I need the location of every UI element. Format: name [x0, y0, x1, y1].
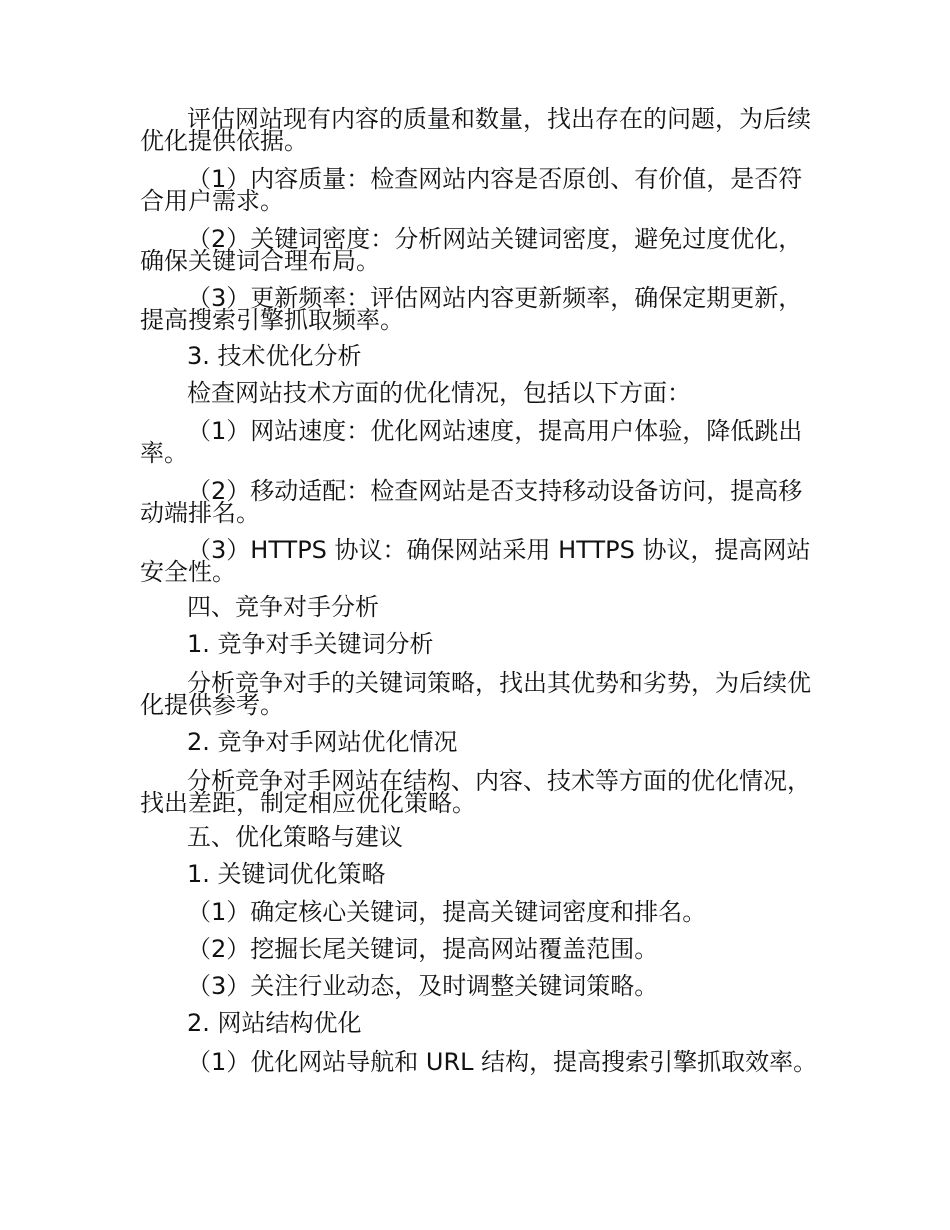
section-heading-keyword-strategy: 1. 关键词优化策略: [187, 860, 386, 888]
body-paragraph-competitor-sites: 分析竞争对手网站在结构、内容、技术等方面的优化情况，找出差距，制定相应优化策略。: [140, 767, 811, 817]
list-item-long-tail-keywords: （2）挖掘长尾关键词，提高网站覆盖范围。: [187, 935, 659, 963]
body-paragraph-competitor-keywords: 分析竞争对手的关键词策略，找出其优势和劣势，为后续优化提供参考。: [140, 669, 811, 719]
list-item-content-quality: （1）内容质量：检查网站内容是否原创、有价值，是否符合用户需求。: [140, 165, 803, 215]
list-item-site-speed: （1）网站速度：优化网站速度，提高用户体验，降低跳出率。: [140, 417, 803, 467]
body-paragraph-content-evaluation: 评估网站现有内容的质量和数量，找出存在的问题，为后续优化提供依据。: [140, 105, 811, 155]
list-item-update-frequency: （3）更新频率：评估网站内容更新频率，确保定期更新，提高搜索引擎抓取频率。: [140, 284, 803, 334]
section-heading-competitor-keywords: 1. 竞争对手关键词分析: [187, 630, 434, 658]
chapter-heading-optimization-strategy: 五、优化策略与建议: [187, 823, 403, 851]
body-paragraph-technical-check: 检查网站技术方面的优化情况，包括以下方面：: [187, 379, 691, 407]
section-heading-technical-analysis: 3. 技术优化分析: [187, 342, 362, 370]
list-item-core-keywords: （1）确定核心关键词，提高关键词密度和排名。: [187, 898, 707, 926]
list-item-mobile-adaptation: （2）移动适配：检查网站是否支持移动设备访问，提高移动端排名。: [140, 477, 803, 527]
list-item-navigation-url: （1）优化网站导航和 URL 结构，提高搜索引擎抓取效率。: [187, 1048, 818, 1076]
list-item-keyword-density: （2）关键词密度：分析网站关键词密度，避免过度优化，确保关键词合理布局。: [140, 225, 803, 275]
list-item-industry-trends: （3）关注行业动态，及时调整关键词策略。: [187, 972, 659, 1000]
section-heading-competitor-sites: 2. 竞争对手网站优化情况: [187, 728, 458, 756]
list-item-https: （3）HTTPS 协议：确保网站采用 HTTPS 协议，提高网站安全性。: [140, 536, 811, 586]
section-heading-site-structure: 2. 网站结构优化: [187, 1009, 362, 1037]
chapter-heading-competitor-analysis: 四、竞争对手分析: [187, 593, 379, 621]
